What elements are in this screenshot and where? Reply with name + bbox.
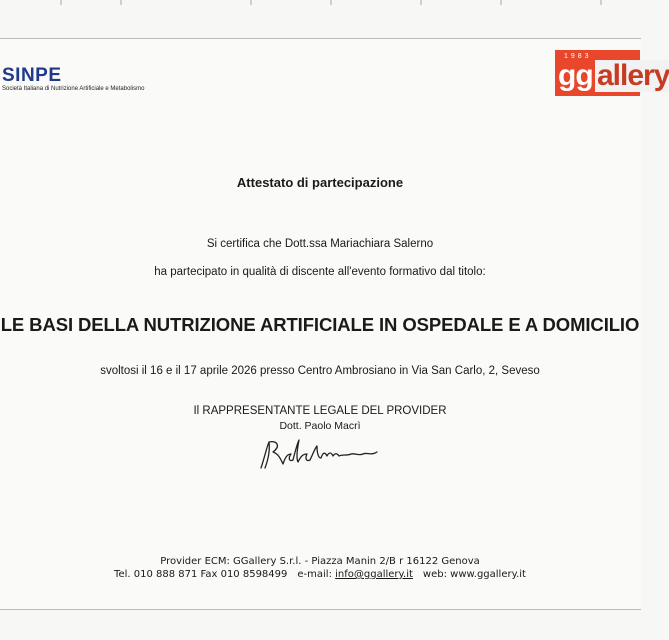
ggallery-logo-year: 1983: [564, 53, 592, 60]
sinpe-logo: [2, 66, 144, 92]
footer-phone: Tel. 010 888 871 Fax 010 8598499: [114, 569, 288, 580]
sinpe-logo-name: SINPE: [2, 65, 62, 86]
footer-email-label: e-mail:: [297, 569, 332, 580]
event-dates-location: svoltosi il 16 e il 17 aprile 2026 presso Centro Ambrosiano in Via San Carlo, 2, Seveso: [100, 365, 540, 377]
ggallery-logo-text: allery: [597, 59, 669, 92]
scan-top-marks: [0, 0, 640, 10]
certification-statement: Si certifica che Dott.ssa Mariachiara Salerno: [206, 238, 434, 250]
signature-image: [255, 436, 385, 472]
footer-email-link[interactable]: info@ggallery.it: [335, 569, 413, 580]
participation-statement: ha partecipato in qualità di discente all'evento formativo dal titolo:: [154, 266, 486, 278]
representative-name: Dott. Paolo Macrì: [279, 420, 361, 432]
sinpe-logo-subtitle: Società Italiana di Nutrizione Artificiale e Metabolismo: [2, 86, 145, 92]
ggallery-logo-gg: gg: [558, 59, 593, 92]
certificate-title: Attestato di partecipazione: [236, 175, 404, 190]
footer-provider: Provider ECM: GGallery S.r.l. - Piazza Manin 2/B r 16122 Genova: [160, 556, 480, 567]
footer-contacts: [0, 569, 640, 580]
event-title: LE BASI DELLA NUTRIZIONE ARTIFICIALE IN OSPEDALE E A DOMICILIO: [0, 314, 640, 335]
ggallery-logo: [555, 50, 669, 96]
footer-web[interactable]: web: www.ggallery.it: [422, 569, 526, 580]
representative-label: Il RAPPRESENTANTE LEGALE DEL PROVIDER: [193, 405, 447, 417]
